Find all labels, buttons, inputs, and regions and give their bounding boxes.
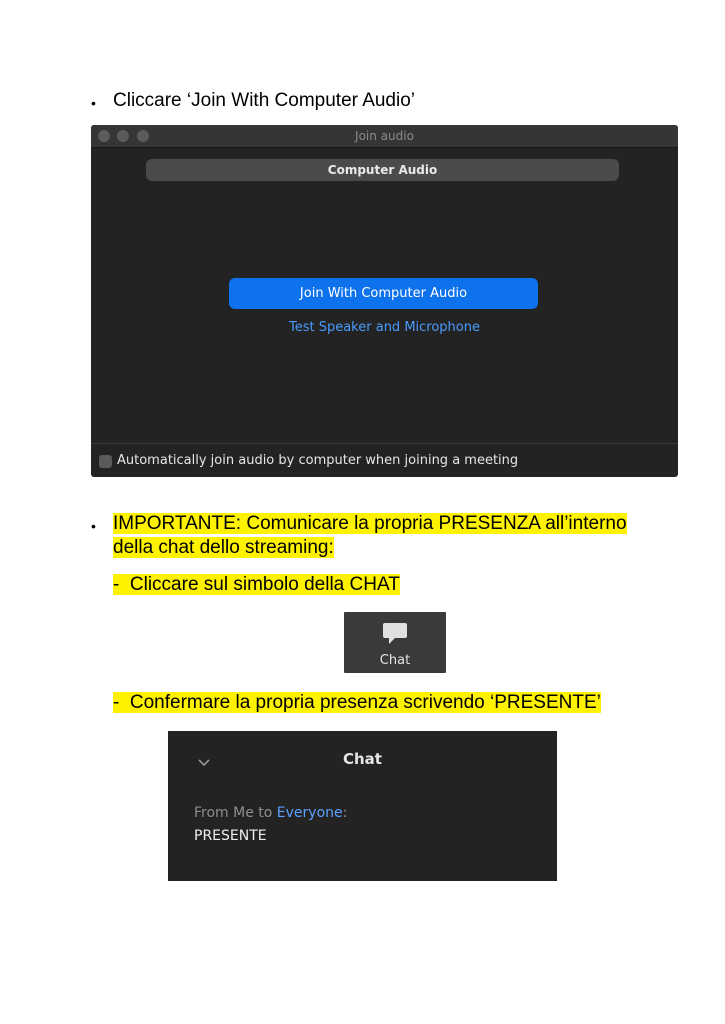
step2-text-line1: IMPORTANTE: Comunicare la propria PRESENZA all’interno bbox=[113, 513, 627, 534]
window-title: Join audio bbox=[355, 129, 414, 143]
test-speaker-microphone-link[interactable]: Test Speaker and Microphone bbox=[288, 320, 480, 335]
bullet: • bbox=[91, 95, 96, 111]
chat-panel bbox=[168, 731, 557, 881]
substep2-text: Confermare la propria presenza scrivendo ‘PRESENTE’ bbox=[129, 692, 601, 713]
recipient-everyone[interactable]: Everyone bbox=[276, 805, 343, 821]
step2-instruction bbox=[91, 512, 651, 562]
auto-join-audio-checkbox[interactable] bbox=[99, 455, 112, 468]
from-prefix: From Me to bbox=[194, 805, 277, 821]
chat-bubble-icon bbox=[382, 622, 408, 650]
join-audio-window bbox=[91, 125, 678, 477]
dash: - bbox=[113, 574, 120, 595]
from-suffix: : bbox=[342, 805, 348, 821]
auto-join-audio-label[interactable]: Automatically join audio by computer when joining a meeting bbox=[117, 453, 519, 468]
substep2-text-wrap bbox=[113, 692, 601, 713]
dash: - bbox=[113, 692, 120, 713]
footer-divider bbox=[91, 443, 678, 444]
step2-text-line2: della chat dello streaming: bbox=[113, 537, 334, 558]
chat-toolbar-button[interactable] bbox=[344, 612, 446, 673]
tab-computer-audio[interactable]: Computer Audio bbox=[146, 159, 619, 181]
message-sender-line bbox=[194, 805, 347, 821]
join-with-computer-audio-button[interactable]: Join With Computer Audio bbox=[229, 278, 538, 309]
substep1-instruction bbox=[113, 573, 400, 597]
substep1-text: Cliccare sul simbolo della CHAT bbox=[129, 574, 400, 595]
step1-text: Cliccare ‘Join With Computer Audio’ bbox=[113, 90, 416, 111]
window-titlebar bbox=[91, 125, 678, 148]
substep1-text-wrap bbox=[113, 574, 400, 595]
chat-message: PRESENTE bbox=[194, 828, 267, 844]
bullet: • bbox=[91, 518, 96, 534]
chat-button-label: Chat bbox=[379, 653, 411, 668]
substep2-instruction bbox=[113, 691, 601, 715]
chat-panel-title: Chat bbox=[343, 750, 382, 768]
